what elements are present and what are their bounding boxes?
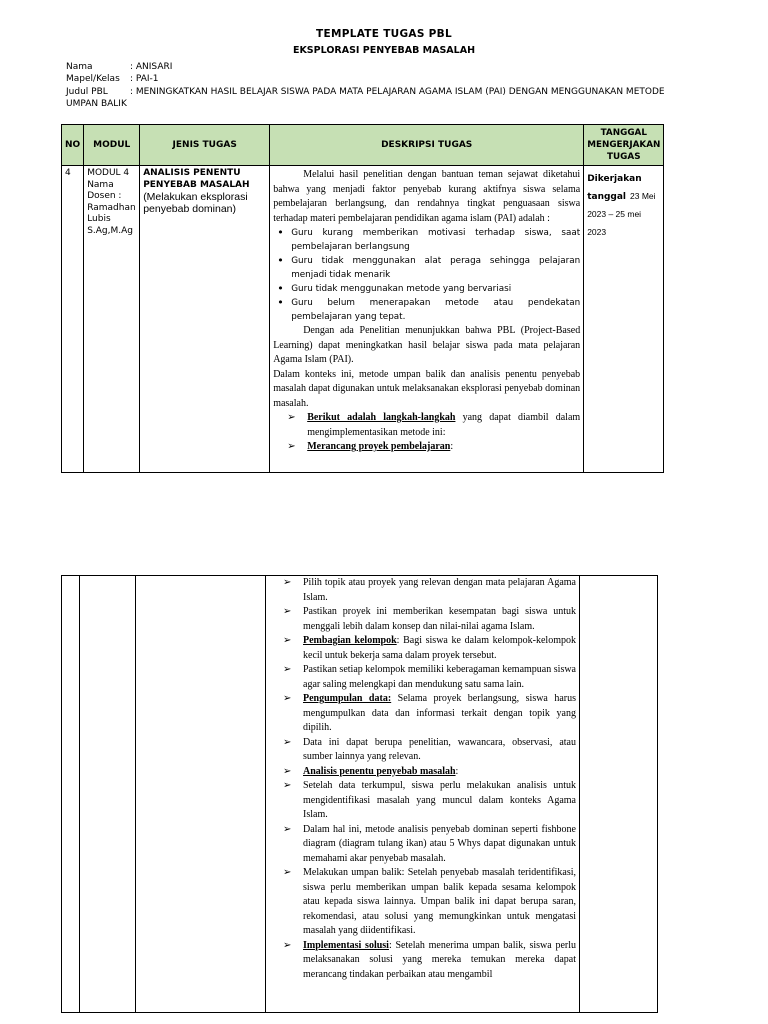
list-item [269, 576, 576, 605]
step-heading: Berikut adalah langkah-langkah [307, 412, 456, 423]
step-text: : [455, 765, 459, 777]
cell-jenis [136, 576, 266, 1013]
document-title: TEMPLATE TUGAS PBL [316, 28, 452, 40]
cell-deskripsi [270, 166, 584, 473]
list-item [269, 779, 576, 823]
step-heading: Analisis penentu penyebab masalah [303, 765, 456, 777]
cell-tanggal [580, 576, 658, 1013]
step-text: : Setelah menerima umpan balik, siswa perlu melaksanakan solusi yang mereka temukan mereka dapat merancang tindakan perbaikan atau mengambil [303, 939, 576, 980]
table-row [62, 576, 658, 1013]
modul-label: MODUL 4 [87, 168, 130, 178]
step-text: Melakukan umpan balik: Setelah penyebab masalah teridentifikasi, siswa perlu memberikan umpan balik kepada sesama kelompok atau kepada siswa lainnya. Umpan balik ini dapat berupa saran, rekomendasi, atau solusi yang memungkinkan untuk mengatasi masalah yang diidentifikasi. [303, 867, 576, 936]
step-text: Setelah data terkumpul, siswa perlu melakukan analisis untuk mengidentifikasi masalah yang muncul dalam konteks Agama Islam. [303, 780, 576, 820]
list-item [269, 765, 576, 780]
meta-mapel [66, 73, 159, 85]
tanggal-value: 23 Mei 2023 – 25 mei 2023 [587, 191, 656, 237]
desc-paragraph-1: Melalui hasil penelitian dengan bantuan teman sejawat diketahui bahwa yang menjadi faktor penyebab kurang aktifnya siswa selama pembelajaran berlangsung, dan rendahnya tingkat penguasaan siswa terhadap materi pembelajaran pendidikan agama islam (PAI) adalah : [273, 169, 581, 224]
col-header-no: NO [62, 125, 84, 166]
modul-nama: Nama [87, 179, 114, 190]
col-header-modul: MODUL [84, 125, 140, 166]
cell-modul [84, 166, 140, 473]
meta-nama-key: Nama [66, 62, 93, 72]
jenis-title: ANALISIS PENENTU PENYEBAB MASALAH [143, 168, 250, 190]
list-item [269, 663, 576, 692]
step-heading: Merancang proyek pembelajaran [307, 441, 451, 452]
step-heading: Implementasi solusi [303, 939, 389, 951]
col-header-tanggal: TANGGAL MENGERJAKAN TUGAS [584, 125, 664, 166]
list-item [269, 736, 576, 765]
table-header-row [62, 125, 664, 166]
list-item: • Guru tidak menggunakan alat peraga sehingga pelajaran menjadi tidak menarik [273, 254, 580, 282]
modul-dosen-name: Ramadhan Lubis S.Ag,M.Ag [87, 202, 136, 236]
cell-no: 4 [62, 166, 84, 473]
step-heading: Pembagian kelompok [303, 635, 397, 646]
task-table-page1 [61, 124, 664, 473]
cell-tanggal [584, 166, 664, 473]
meta-nama [66, 61, 172, 73]
step-text: yang dapat diambil dalam mengimplementasikan metode ini: [307, 412, 581, 438]
list-item [273, 440, 580, 455]
step-text: : Bagi siswa ke dalam kelompok-kelompok kecil untuk bekerja sama dalam proyek tersebut. [303, 635, 576, 661]
meta-nama-value: : ANISARI [130, 62, 173, 72]
step-text: Pastikan proyek ini memberikan kesempatan bagi siswa untuk menggali lebih dalam konsep dan nilai-nilai agama Islam. [303, 606, 576, 632]
step-heading: Pengumpulan data: [303, 693, 392, 704]
table-row [62, 166, 664, 473]
document-subtitle: EKSPLORASI PENYEBAB MASALAH [292, 45, 476, 56]
list-item [269, 866, 576, 939]
cell-deskripsi [266, 576, 580, 1013]
meta-judul-value: : MENINGKATKAN HASIL BELAJAR SISWA PADA MATA PELAJARAN AGAMA ISLAM (PAI) DENGAN MENGGUNAKAN METODE UMPAN BALIK [66, 87, 665, 109]
list-item: • Guru tidak menggunakan metode yang bervariasi [273, 282, 580, 296]
modul-dosen: Dosen : [87, 191, 122, 201]
jenis-note: (Melakukan eksplorasi penyebab dominan) [143, 191, 248, 215]
task-table-page2 [61, 575, 658, 1013]
list-item [269, 823, 576, 867]
step-text: Pastikan setiap kelompok memiliki keberagaman kemampuan siswa agar saling melengkapi dan mendukung satu sama lain. [303, 664, 576, 690]
step-list-continued [269, 576, 576, 982]
list-item [269, 605, 576, 634]
meta-mapel-value: : PAI-1 [130, 74, 159, 84]
cell-jenis [140, 166, 270, 473]
list-item [269, 939, 576, 983]
list-item: • Guru belum menerapakan metode atau pendekatan pembelajaran yang tepat. [273, 296, 580, 324]
meta-judul [66, 86, 686, 110]
meta-judul-key: Judul PBL [66, 87, 108, 97]
step-text: Dalam hal ini, metode analisis penyebab dominan seperti fishbone diagram (diagram tulang ikan) atau 5 Whys dapat digunakan untuk memahami akar penyebab masalah. [303, 823, 576, 864]
tanggal-label: Dikerjakan tanggal [587, 174, 642, 202]
list-item [269, 634, 576, 663]
list-item: • Guru kurang memberikan motivasi terhadap siswa, saat pembelajaran berlangsung [273, 226, 580, 254]
step-text: Selama proyek berlangsung, siswa harus mengumpulkan data dan informasi terkait dengan topik yang dipilih. [303, 693, 577, 733]
col-header-deskripsi: DESKRIPSI TUGAS [270, 125, 584, 166]
step-text: Data ini dapat berupa penelitian, wawancara, observasi, atau sumber lainnya yang relevan. [303, 736, 576, 762]
cell-no [62, 576, 80, 1013]
col-header-jenis: JENIS TUGAS [140, 125, 270, 166]
step-text: Pilih topik atau proyek yang relevan dengan mata pelajaran Agama Islam. [303, 577, 576, 603]
desc-paragraph-3: Dalam konteks ini, metode umpan balik dan analisis penentu penyebab masalah dapat digunakan untuk melaksanakan eksplorasi penyebab dominan masalah. [273, 368, 581, 409]
cell-modul [80, 576, 136, 1013]
cause-list [273, 226, 580, 324]
step-list [273, 411, 580, 455]
desc-paragraph-2: Dengan ada Penelitian menunjukkan bahwa PBL (Project-Based Learning) dapat meningkatkan hasil belajar siswa pada mata pelajaran Agama Islam (PAI). [273, 325, 581, 365]
list-item [269, 692, 576, 736]
meta-mapel-key: Mapel/Kelas [66, 74, 120, 84]
step-text: : [450, 441, 454, 452]
list-item [273, 411, 580, 440]
